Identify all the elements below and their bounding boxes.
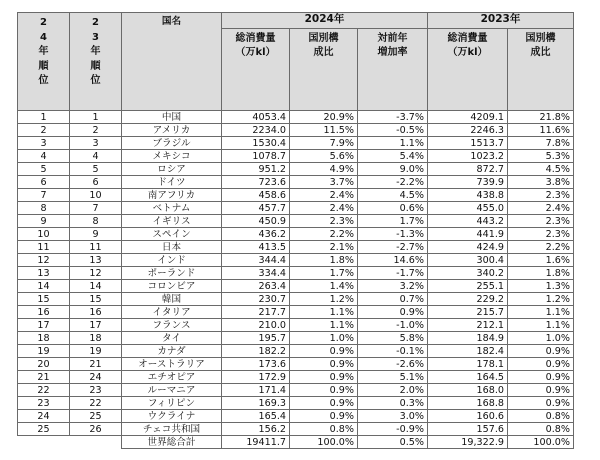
rank-2023-cell: 21 bbox=[70, 358, 122, 371]
consumption-2024-cell: 1078.7 bbox=[222, 150, 290, 163]
share-2023-cell: 7.8% bbox=[508, 137, 574, 150]
growth-2024-cell: -1.3% bbox=[358, 228, 428, 241]
rank-2024-cell: 19 bbox=[18, 345, 70, 358]
country-cell: イギリス bbox=[122, 215, 222, 228]
rank-2024-cell: 15 bbox=[18, 293, 70, 306]
share-2023-cell: 2.3% bbox=[508, 189, 574, 202]
country-cell: フィリピン bbox=[122, 397, 222, 410]
growth-2024-cell: 2.0% bbox=[358, 384, 428, 397]
country-cell: タイ bbox=[122, 332, 222, 345]
share-2024-cell: 0.9% bbox=[290, 384, 358, 397]
country-cell: エチオピア bbox=[122, 371, 222, 384]
country-cell: 日本 bbox=[122, 241, 222, 254]
consumption-2024-cell: 210.0 bbox=[222, 319, 290, 332]
rank-2023-cell: 13 bbox=[70, 254, 122, 267]
rank-2024-header: 2 4 年 順 位 bbox=[18, 13, 70, 111]
rank-2023-cell: 26 bbox=[70, 423, 122, 436]
growth-2024-cell: -3.7% bbox=[358, 111, 428, 124]
growth-2024-cell: 4.5% bbox=[358, 189, 428, 202]
table-row bbox=[18, 215, 574, 228]
share-2024-cell: 4.9% bbox=[290, 163, 358, 176]
rank-2023-cell: 22 bbox=[70, 397, 122, 410]
table-row bbox=[18, 267, 574, 280]
consumption-2023-cell: 215.7 bbox=[428, 306, 508, 319]
country-cell: ウクライナ bbox=[122, 410, 222, 423]
share-2024-cell: 0.9% bbox=[290, 371, 358, 384]
country-cell: ロシア bbox=[122, 163, 222, 176]
table-row bbox=[18, 176, 574, 189]
share-2024-cell: 2.4% bbox=[290, 189, 358, 202]
rank-2024-cell: 3 bbox=[18, 137, 70, 150]
consumption-2023-cell: 178.1 bbox=[428, 358, 508, 371]
share-2023-cell: 5.3% bbox=[508, 150, 574, 163]
country-cell: 南アフリカ bbox=[122, 189, 222, 202]
consumption-2023-cell: 443.2 bbox=[428, 215, 508, 228]
country-cell: フランス bbox=[122, 319, 222, 332]
share-2023-header: 国別構 成比 bbox=[508, 29, 574, 111]
growth-2024-cell: -2.7% bbox=[358, 241, 428, 254]
table-row bbox=[18, 202, 574, 215]
share-2024-cell: 1.2% bbox=[290, 293, 358, 306]
rank-2023-cell: 11 bbox=[70, 241, 122, 254]
share-2024-cell: 2.4% bbox=[290, 202, 358, 215]
rank-2023-cell: 18 bbox=[70, 332, 122, 345]
consumption-2023-cell: 164.5 bbox=[428, 371, 508, 384]
share-2024-cell: 2.2% bbox=[290, 228, 358, 241]
consumption-2023-cell: 1513.7 bbox=[428, 137, 508, 150]
total-consumption-2023-cell: 19,322.9 bbox=[428, 436, 508, 449]
rank-2023-cell: 24 bbox=[70, 371, 122, 384]
consumption-2024-cell: 172.9 bbox=[222, 371, 290, 384]
table-row bbox=[18, 254, 574, 267]
rank-2024-cell: 13 bbox=[18, 267, 70, 280]
country-cell: チェコ共和国 bbox=[122, 423, 222, 436]
consumption-2023-cell: 1023.2 bbox=[428, 150, 508, 163]
growth-2024-cell: 1.7% bbox=[358, 215, 428, 228]
consumption-2024-cell: 457.7 bbox=[222, 202, 290, 215]
share-2023-cell: 21.8% bbox=[508, 111, 574, 124]
rank-2023-cell: 1 bbox=[70, 111, 122, 124]
country-cell: インド bbox=[122, 254, 222, 267]
consumption-2024-cell: 413.5 bbox=[222, 241, 290, 254]
growth-2024-cell: 5.1% bbox=[358, 371, 428, 384]
table-row bbox=[18, 280, 574, 293]
consumption-2023-cell: 184.9 bbox=[428, 332, 508, 345]
consumption-2023-cell: 872.7 bbox=[428, 163, 508, 176]
rank-2024-cell: 10 bbox=[18, 228, 70, 241]
rank-2023-cell: 2 bbox=[70, 124, 122, 137]
consumption-2024-cell: 171.4 bbox=[222, 384, 290, 397]
table-row bbox=[18, 371, 574, 384]
share-2023-cell: 2.2% bbox=[508, 241, 574, 254]
country-cell: メキシコ bbox=[122, 150, 222, 163]
country-cell: オーストラリア bbox=[122, 358, 222, 371]
rank-2024-cell: 4 bbox=[18, 150, 70, 163]
share-2023-cell: 0.9% bbox=[508, 371, 574, 384]
consumption-2023-cell: 4209.1 bbox=[428, 111, 508, 124]
consumption-2024-cell: 951.2 bbox=[222, 163, 290, 176]
country-cell: カナダ bbox=[122, 345, 222, 358]
consumption-2024-cell: 173.6 bbox=[222, 358, 290, 371]
table-row bbox=[18, 345, 574, 358]
table-row bbox=[18, 189, 574, 202]
rank-2024-cell: 2 bbox=[18, 124, 70, 137]
rank-2024-cell: 6 bbox=[18, 176, 70, 189]
rank-2024-cell: 20 bbox=[18, 358, 70, 371]
rank-2023-cell: 10 bbox=[70, 189, 122, 202]
share-2024-cell: 2.1% bbox=[290, 241, 358, 254]
growth-2024-cell: 5.8% bbox=[358, 332, 428, 345]
rank-2023-cell: 14 bbox=[70, 280, 122, 293]
rank-2024-cell: 16 bbox=[18, 306, 70, 319]
growth-2024-cell: -0.5% bbox=[358, 124, 428, 137]
share-2024-cell: 1.1% bbox=[290, 319, 358, 332]
share-2023-cell: 0.9% bbox=[508, 345, 574, 358]
total-share-2023-cell: 100.0% bbox=[508, 436, 574, 449]
growth-2024-cell: -1.7% bbox=[358, 267, 428, 280]
consumption-2024-cell: 450.9 bbox=[222, 215, 290, 228]
share-2023-cell: 0.9% bbox=[508, 397, 574, 410]
share-2023-cell: 4.5% bbox=[508, 163, 574, 176]
table-row bbox=[18, 319, 574, 332]
rank-2023-cell: 3 bbox=[70, 137, 122, 150]
table-row bbox=[18, 124, 574, 137]
growth-2024-cell: -0.1% bbox=[358, 345, 428, 358]
consumption-2023-cell: 300.4 bbox=[428, 254, 508, 267]
growth-2024-header: 対前年 増加率 bbox=[358, 29, 428, 111]
consumption-2023-cell: 160.6 bbox=[428, 410, 508, 423]
table-row bbox=[18, 332, 574, 345]
rank-2024-cell: 12 bbox=[18, 254, 70, 267]
share-2023-cell: 1.6% bbox=[508, 254, 574, 267]
table-body bbox=[18, 111, 574, 449]
table-row bbox=[18, 228, 574, 241]
share-2024-cell: 3.7% bbox=[290, 176, 358, 189]
share-2023-cell: 1.1% bbox=[508, 306, 574, 319]
consumption-2024-cell: 458.6 bbox=[222, 189, 290, 202]
consumption-2023-cell: 168.0 bbox=[428, 384, 508, 397]
rank-2024-cell: 5 bbox=[18, 163, 70, 176]
share-2024-cell: 1.0% bbox=[290, 332, 358, 345]
country-header: 国名 bbox=[122, 13, 222, 111]
rank-2023-cell: 23 bbox=[70, 384, 122, 397]
year-2023-header: 2023年 bbox=[428, 13, 574, 29]
rank-2023-cell: 19 bbox=[70, 345, 122, 358]
table-row bbox=[18, 150, 574, 163]
share-2024-cell: 1.7% bbox=[290, 267, 358, 280]
rank-2024-cell: 1 bbox=[18, 111, 70, 124]
share-2024-cell: 0.9% bbox=[290, 345, 358, 358]
rank-2023-header: 2 3 年 順 位 bbox=[70, 13, 122, 111]
consumption-2023-cell: 739.9 bbox=[428, 176, 508, 189]
rank-2023-cell: 5 bbox=[70, 163, 122, 176]
rank-2024-cell: 21 bbox=[18, 371, 70, 384]
growth-2024-cell: -1.0% bbox=[358, 319, 428, 332]
consumption-2023-cell: 424.9 bbox=[428, 241, 508, 254]
consumption-2023-cell: 441.9 bbox=[428, 228, 508, 241]
country-cell: 韓国 bbox=[122, 293, 222, 306]
growth-2024-cell: 1.1% bbox=[358, 137, 428, 150]
share-2023-cell: 3.8% bbox=[508, 176, 574, 189]
share-2024-cell: 11.5% bbox=[290, 124, 358, 137]
rank-2023-cell: 8 bbox=[70, 215, 122, 228]
rank-2024-cell: 11 bbox=[18, 241, 70, 254]
table-row bbox=[18, 423, 574, 436]
rank-2024-cell: 25 bbox=[18, 423, 70, 436]
rank-2024-cell: 9 bbox=[18, 215, 70, 228]
table-row bbox=[18, 384, 574, 397]
growth-2024-cell: -2.6% bbox=[358, 358, 428, 371]
share-2024-header: 国別構 成比 bbox=[290, 29, 358, 111]
share-2023-cell: 2.3% bbox=[508, 228, 574, 241]
growth-2024-cell: 0.3% bbox=[358, 397, 428, 410]
share-2024-cell: 20.9% bbox=[290, 111, 358, 124]
consumption-2023-cell: 2246.3 bbox=[428, 124, 508, 137]
growth-2024-cell: -0.9% bbox=[358, 423, 428, 436]
rank-2024-cell: 7 bbox=[18, 189, 70, 202]
table-row bbox=[18, 397, 574, 410]
consumption-2023-cell: 438.8 bbox=[428, 189, 508, 202]
rank-2023-cell: 9 bbox=[70, 228, 122, 241]
share-2024-cell: 1.8% bbox=[290, 254, 358, 267]
consumption-2024-cell: 723.6 bbox=[222, 176, 290, 189]
rank-2023-cell: 4 bbox=[70, 150, 122, 163]
rank-2023-cell: 12 bbox=[70, 267, 122, 280]
share-2024-cell: 1.4% bbox=[290, 280, 358, 293]
rank-2023-cell: 15 bbox=[70, 293, 122, 306]
table-row bbox=[18, 163, 574, 176]
share-2023-cell: 0.9% bbox=[508, 358, 574, 371]
growth-2024-cell: -2.2% bbox=[358, 176, 428, 189]
total-row bbox=[18, 436, 574, 449]
consumption-2024-cell: 156.2 bbox=[222, 423, 290, 436]
rank-2024-cell: 18 bbox=[18, 332, 70, 345]
consumption-2023-cell: 455.0 bbox=[428, 202, 508, 215]
share-2023-cell: 1.0% bbox=[508, 332, 574, 345]
share-2024-cell: 0.8% bbox=[290, 423, 358, 436]
country-cell: アメリカ bbox=[122, 124, 222, 137]
consumption-2023-cell: 157.6 bbox=[428, 423, 508, 436]
share-2023-cell: 2.3% bbox=[508, 215, 574, 228]
share-2024-cell: 7.9% bbox=[290, 137, 358, 150]
consumption-2023-header: 総消費量 （万kl） bbox=[428, 29, 508, 111]
share-2024-cell: 2.3% bbox=[290, 215, 358, 228]
beer-consumption-table bbox=[17, 12, 574, 449]
consumption-2024-cell: 436.2 bbox=[222, 228, 290, 241]
year-2024-header: 2024年 bbox=[222, 13, 428, 29]
growth-2024-cell: 5.4% bbox=[358, 150, 428, 163]
growth-2024-cell: 0.7% bbox=[358, 293, 428, 306]
share-2023-cell: 0.8% bbox=[508, 423, 574, 436]
share-2024-cell: 5.6% bbox=[290, 150, 358, 163]
share-2024-cell: 0.9% bbox=[290, 397, 358, 410]
share-2024-cell: 0.9% bbox=[290, 358, 358, 371]
share-2023-cell: 11.6% bbox=[508, 124, 574, 137]
country-cell: コロンビア bbox=[122, 280, 222, 293]
table-row bbox=[18, 410, 574, 423]
country-cell: スペイン bbox=[122, 228, 222, 241]
rank-2024-cell: 22 bbox=[18, 384, 70, 397]
consumption-2024-cell: 334.4 bbox=[222, 267, 290, 280]
growth-2024-cell: 3.0% bbox=[358, 410, 428, 423]
consumption-2024-cell: 4053.4 bbox=[222, 111, 290, 124]
total-share-2024-cell: 100.0% bbox=[290, 436, 358, 449]
country-cell: 中国 bbox=[122, 111, 222, 124]
growth-2024-cell: 0.6% bbox=[358, 202, 428, 215]
share-2023-cell: 1.8% bbox=[508, 267, 574, 280]
country-cell: ポーランド bbox=[122, 267, 222, 280]
country-cell: ブラジル bbox=[122, 137, 222, 150]
table-row bbox=[18, 111, 574, 124]
consumption-2024-header: 総消費量 （万kl） bbox=[222, 29, 290, 111]
rank-2023-cell: 25 bbox=[70, 410, 122, 423]
table-row bbox=[18, 293, 574, 306]
consumption-2023-cell: 168.8 bbox=[428, 397, 508, 410]
rank-2024-cell: 8 bbox=[18, 202, 70, 215]
growth-2024-cell: 9.0% bbox=[358, 163, 428, 176]
rank-2024-cell: 24 bbox=[18, 410, 70, 423]
consumption-2023-cell: 340.2 bbox=[428, 267, 508, 280]
total-growth-2024-cell: 0.5% bbox=[358, 436, 428, 449]
country-cell: イタリア bbox=[122, 306, 222, 319]
rank-2024-cell: 14 bbox=[18, 280, 70, 293]
rank-2023-cell: 6 bbox=[70, 176, 122, 189]
consumption-2024-cell: 195.7 bbox=[222, 332, 290, 345]
consumption-2024-cell: 263.4 bbox=[222, 280, 290, 293]
country-cell: ドイツ bbox=[122, 176, 222, 189]
consumption-2024-cell: 2234.0 bbox=[222, 124, 290, 137]
share-2023-cell: 1.2% bbox=[508, 293, 574, 306]
consumption-2023-cell: 182.4 bbox=[428, 345, 508, 358]
consumption-2023-cell: 255.1 bbox=[428, 280, 508, 293]
country-cell: ベトナム bbox=[122, 202, 222, 215]
growth-2024-cell: 0.9% bbox=[358, 306, 428, 319]
consumption-2024-cell: 182.2 bbox=[222, 345, 290, 358]
total-consumption-2024-cell: 19411.7 bbox=[222, 436, 290, 449]
country-cell: ルーマニア bbox=[122, 384, 222, 397]
rank-2024-cell: 17 bbox=[18, 319, 70, 332]
consumption-2024-cell: 344.4 bbox=[222, 254, 290, 267]
share-2023-cell: 1.3% bbox=[508, 280, 574, 293]
consumption-2023-cell: 212.1 bbox=[428, 319, 508, 332]
share-2024-cell: 0.9% bbox=[290, 410, 358, 423]
consumption-2024-cell: 230.7 bbox=[222, 293, 290, 306]
empty-cell bbox=[18, 436, 122, 449]
rank-2024-cell: 23 bbox=[18, 397, 70, 410]
table-row bbox=[18, 358, 574, 371]
rank-2023-cell: 16 bbox=[70, 306, 122, 319]
rank-2023-cell: 7 bbox=[70, 202, 122, 215]
growth-2024-cell: 14.6% bbox=[358, 254, 428, 267]
share-2023-cell: 2.4% bbox=[508, 202, 574, 215]
growth-2024-cell: 3.2% bbox=[358, 280, 428, 293]
share-2023-cell: 0.9% bbox=[508, 384, 574, 397]
consumption-2024-cell: 1530.4 bbox=[222, 137, 290, 150]
rank-2023-cell: 17 bbox=[70, 319, 122, 332]
share-2023-cell: 0.8% bbox=[508, 410, 574, 423]
table-row bbox=[18, 137, 574, 150]
total-label-cell: 世界総合計 bbox=[122, 436, 222, 449]
table-row bbox=[18, 241, 574, 254]
consumption-2024-cell: 217.7 bbox=[222, 306, 290, 319]
share-2024-cell: 1.1% bbox=[290, 306, 358, 319]
share-2023-cell: 1.1% bbox=[508, 319, 574, 332]
consumption-2023-cell: 229.2 bbox=[428, 293, 508, 306]
table-row bbox=[18, 306, 574, 319]
consumption-2024-cell: 169.3 bbox=[222, 397, 290, 410]
consumption-2024-cell: 165.4 bbox=[222, 410, 290, 423]
